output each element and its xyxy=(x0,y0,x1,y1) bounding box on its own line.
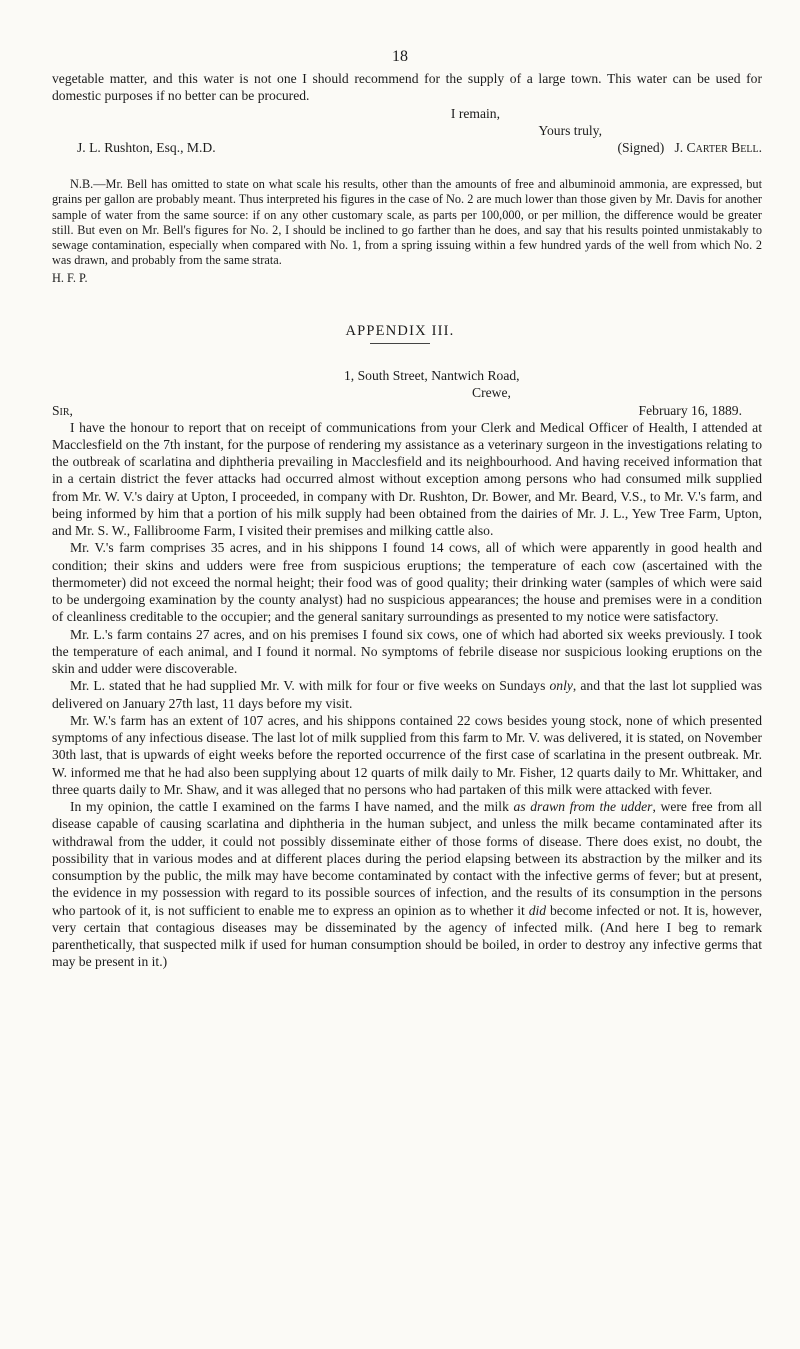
addressee: J. L. Rushton, Esq., M.D. xyxy=(77,140,216,156)
signature-row xyxy=(52,139,762,156)
paragraph-6-b: , were free from all disease capable of causing scarlatina and diphtheria in the human subject, and unless the milk became contaminated after its withdrawal from the udder, it could not possibly disseminate either of those forms of disease. There does exist, no doubt, the possibility that in various modes and at different places during the period elapsing between its abstraction by the milker and its consumption by the public, the milk may have become contaminated by contact with the infective germs of fever; but at present, the evidence in my possession with regard to its possible sources of infection, and the results of its consumption in the persons who partook of it, is not sufficient to enable me to express an opinion as to whether it xyxy=(52,799,762,918)
paragraph-6-c: become infected or not. It is, however, very certain that contagious diseases may be disseminated by the agency of infected milk. (And here I beg to remark parenthetically, that suspected milk if used for human consumption should be boiled, in order to destroy any infective germs that may be present in it.) xyxy=(52,902,762,970)
paragraph-3: Mr. L.'s farm contains 27 acres, and on his premises I found six cows, one of which had aborted six weeks previously. I took the temperature of each animal, and I found it normal. No symptoms of febrile disease nor suspicious looking eruptions on the skin and udder were discoverable. xyxy=(52,626,762,677)
paragraph-4-a: Mr. L. stated that he had supplied Mr. V. with milk for four or five weeks on Sundays xyxy=(70,678,550,694)
appendix-letter xyxy=(52,367,762,971)
address-line-2: Crewe, xyxy=(472,385,511,401)
paragraph-5: Mr. W.'s farm has an extent of 107 acres, and his shippons contained 22 cows besides young stock, none of which presented symptoms of any infectious disease. The last lot of milk supplied from this farm to Mr. V. was delivered, it is stated, on November 30th last, that is upwards of eight weeks before the reported occurrence of the first case of scarlatina in the present outbreak. Mr. W. informed me that he had also been supplying about 12 quarts of milk daily to Mr. Fisher, 12 quarts daily to Mr. Whittaker, and three quarts daily to Mr. Shaw, and it was alleged that no persons who had partaken of this milk were attacked with fever. xyxy=(52,712,762,797)
paragraph-4-only: only xyxy=(549,678,573,694)
paragraph-6-a: In my opinion, the cattle I examined on the farms I have named, and the milk xyxy=(70,799,514,815)
salutation-row xyxy=(52,402,762,419)
paragraph-6-drawn: as drawn from the udder xyxy=(513,799,653,815)
paragraph-4 xyxy=(52,677,762,712)
appendix-heading: APPENDIX III. xyxy=(345,323,455,339)
letter-date: February 16, 1889. xyxy=(638,402,742,418)
letter-continuation xyxy=(52,70,762,156)
paragraph-4-b: , and that the last lot supplied was delivered on January 27th last, 11 days before my visit. xyxy=(52,678,762,711)
continuation-text: vegetable matter, and this water is not one I should recommend for the supply of a large town. This water can be used for domestic purposes if no better can be procured. xyxy=(52,71,762,104)
nb-note-text: N.B.—Mr. Bell has omitted to state on what scale his results, other than the amounts of free and albuminoid ammonia, are expressed, but grains per gallon are probably meant. Thus interpreted his figures in the case of No. 2 are much lower than those given by Mr. Davis for another sample of water from the same source: if on any other customary scale, as parts per 100,000, or per million, the difference would be greater still. But even on Mr. Bell's figures for No. 2, I should be inclined to go farther than he does, and say that his results pointed unmistakably to sewage contamination, especially when compared with No. 1, from a spring issuing within a few hundred yards of the well from which No. 2 was drawn, and probably from the same strata. xyxy=(52,177,762,268)
paragraph-1: I have the honour to report that on receipt of communications from your Clerk and Medical Officer of Health, I attended at Macclesfield on the 7th instant, for the purpose of rendering my assistance as a veterinary surgeon in the investigations relating to the outbreak of scarlatina and diphtheria prevailing in Macclesfield and its neighbourhood. And having received information that in a certain district the fever attacks had occurred almost without exception among persons who had consumed milk supplied from Mr. W. V.'s dairy at Upton, I proceeded, in company with Dr. Rushton, Dr. Bower, and Mr. Beard, V.S., to Mr. V.'s farm, and being informed by him that a portion of his milk supply had been obtained from the dairies of Mr. J. L., Yew Tree Farm, Upton, and Mr. S. W., Fallibroome Farm, I visited their premises and milking cattle also. xyxy=(52,419,762,539)
closing-i-remain: I remain, xyxy=(450,105,500,121)
paragraph-6-did: did xyxy=(528,902,547,918)
address-line-1: 1, South Street, Nantwich Road, xyxy=(344,368,520,383)
nb-note xyxy=(52,177,762,286)
salutation: Sir, xyxy=(52,402,73,418)
paragraph-6 xyxy=(52,798,762,971)
nb-initials: H. F. P. xyxy=(52,270,88,285)
paragraph-2: Mr. V.'s farm comprises 35 acres, and in his shippons I found 14 cows, all of which were apparently in good health and condition; their skins and udders were free from suspicious eruptions; the temperature of each cow (ascertained with the thermometer) did not exceed the normal height; their food was of good quality; their drinking water (samples of which were said to be undergoing examination by the county analyst) had no suspicious appearances; the house and premises were in a condition of cleanliness creditable to the occupier; and the general sanitary surroundings as presented to my notice were satisfactory. xyxy=(52,540,762,625)
signed-prefix: (Signed) xyxy=(617,140,665,156)
closing-yours-truly: Yours truly, xyxy=(538,122,602,138)
page-number: 18 xyxy=(392,48,408,65)
signature-block xyxy=(617,139,762,156)
signature: J. Carter Bell. xyxy=(674,140,762,156)
heading-divider xyxy=(370,343,430,344)
